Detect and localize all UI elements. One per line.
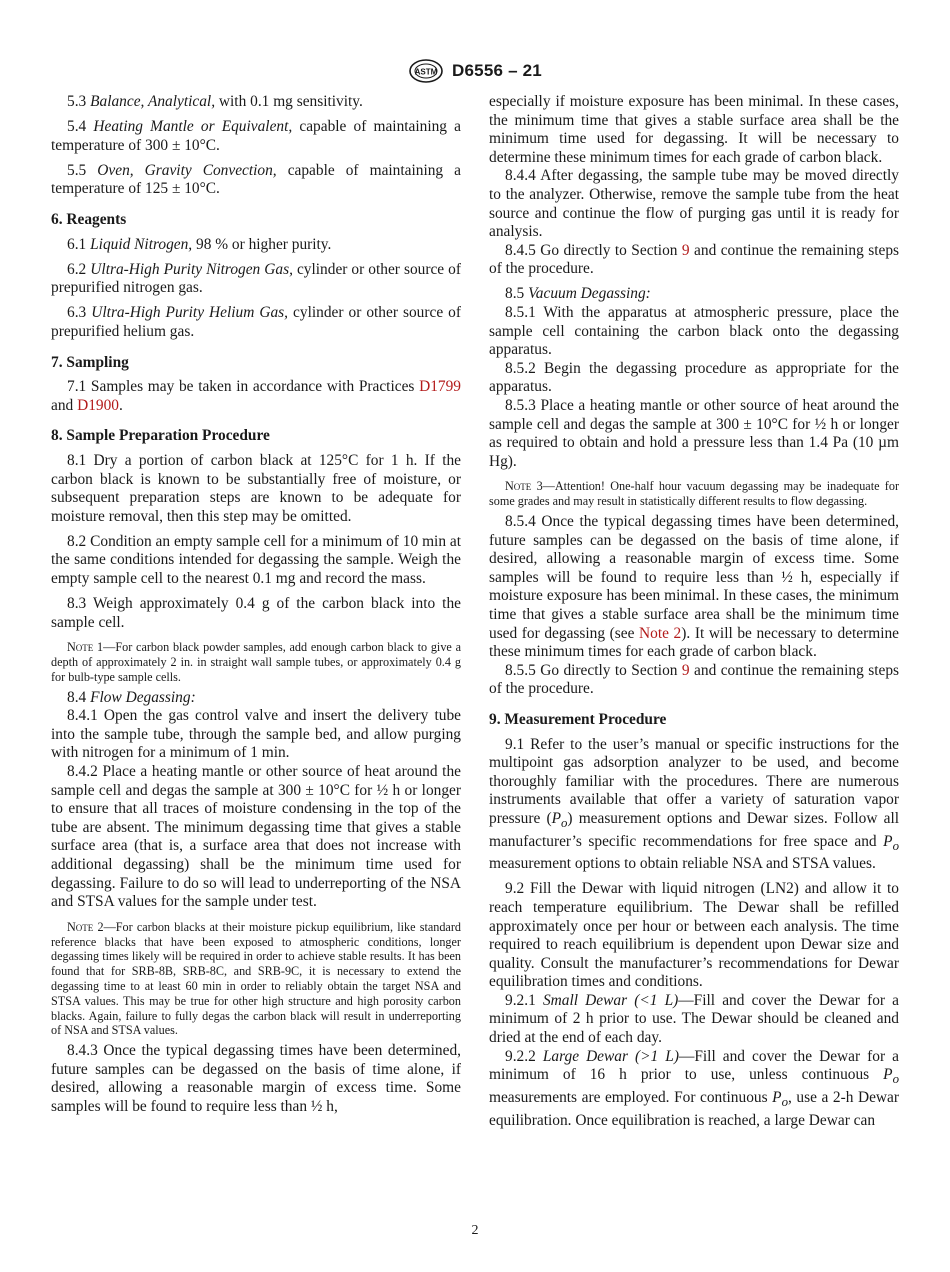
- link-section-9[interactable]: 9: [681, 241, 690, 259]
- link-d1900[interactable]: D1900: [77, 396, 119, 414]
- right-column: [489, 93, 899, 1130]
- section-8-5-2: 8.5.2 Begin the degassing procedure as appropriate for the apparatus.: [489, 359, 899, 396]
- left-column: [51, 93, 461, 1117]
- page-header: [0, 56, 950, 86]
- link-section-9[interactable]: 9: [681, 661, 690, 679]
- section-8-5-4: 8.5.4 Once the typical degassing times have been determined, future samples can be degassed on the basis of time alone, if desired, allowing a reasonable margin of excess time. Some samples will be found to require less than ½ h, especially if moisture exposure has been minimal. In these cases, the minimum time that gives a stable surface area shall be the minimum time used for degassing (see Note 2). It will be necessary to determine these minimum times for each grade of carbon black.: [489, 512, 899, 661]
- section-6-3: 6.3 Ultra-High Purity Helium Gas, cylinder or other source of prepurified helium gas.: [51, 304, 461, 340]
- section-8-5: 8.5 Vacuum Degassing:: [505, 285, 651, 303]
- section-8-3: 8.3 Weigh approximately 0.4 g of the carbon black into the sample cell.: [51, 595, 461, 631]
- link-d1799[interactable]: D1799: [419, 378, 461, 396]
- section-6-2: 6.2 Ultra-High Purity Nitrogen Gas, cylinder or other source of prepurified nitrogen gas.: [51, 260, 461, 297]
- heading-reagents: 6. Reagents: [51, 210, 127, 228]
- section-5-4: 5.4 Heating Mantle or Equivalent, capable of maintaining a temperature of 300 ± 10°C.: [51, 118, 461, 154]
- section-8-4-2: 8.4.2 Place a heating mantle or other source of heat around the sample cell and degas the sample at 300 ± 10°C for ½ h or longer to ensure that all traces of moisture condensing in the top of the tube are absent. The minimum degassing time that gives a stable surface area (that is, a surface area that does not increase with additional degassing) shall be the minimum time used for degassing. Failure to do so will lead to underreporting of the NSA and STSA values for the sample under test.: [51, 763, 461, 911]
- section-8-5-1: 8.5.1 With the apparatus at atmospheric pressure, place the sample cell containing the carbon black onto the degassing apparatus.: [489, 304, 899, 359]
- section-9-2-2: 9.2.2 Large Dewar (>1 L)—Fill and cover the Dewar for a minimum of 16 h prior to use, unless continuous $P_o$ measurements are employed. For continuous $P_o$, use a 2-h Dewar equilibration. Once equilibration is reached, a large Dewar can: [489, 1047, 899, 1129]
- note-2: Note 2—For carbon blacks at their moisture pickup equilibrium, like standard reference blacks that have been exposed to atmospheric conditions, longer degassing times likely will be required in order to achieve stable results. It has been found that for SRB-8B, SRB-8C, and SRB-9C, it is necessary to extend the degassing time to at least 60 min in order to reliably obtain the target NSA and STSA values. This may be true for other high structure and high porosity carbon blacks. Again, failure to fully degas the carbon black will result in underreporting of NSA and STSA values.: [51, 919, 461, 1038]
- heading-sample-preparation: 8. Sample Preparation Procedure: [51, 427, 270, 445]
- section-8-2: 8.2 Condition an empty sample cell for a minimum of 10 min at the same conditions intended for degassing the sample. Weigh the empty sample cell to the nearest 0.1 mg and record the mass.: [51, 532, 461, 587]
- document-designation: D6556 – 21: [452, 61, 542, 80]
- section-5-3: 5.3 Balance, Analytical, with 0.1 mg sensitivity.: [67, 93, 363, 110]
- section-9-2: 9.2 Fill the Dewar with liquid nitrogen (LN2) and allow it to reach temperature equilibrium. The Dewar shall be refilled approximately once per hour or between each analysis. The time required to reach equilibrium is dependent upon Dewar size and quality. Consult the manufacturer’s recommendations for Dewar equilibration times and conditions.: [489, 880, 899, 991]
- section-8-4-1: 8.4.1 Open the gas control valve and insert the delivery tube into the sample tube, through the sample bed, and allow purging with nitrogen for a minimum of 1 min.: [51, 707, 461, 762]
- link-note-2[interactable]: Note 2: [639, 624, 682, 642]
- section-8-4-5: 8.4.5 Go directly to Section 9 and continue the remaining steps of the procedure.: [489, 241, 899, 278]
- section-8-4-3-continued: especially if moisture exposure has been minimal. In these cases, the minimum time that gives a stable surface area shall be the minimum time used for degassing. It will be necessary to determine these minimum times for each grade of carbon black.: [489, 93, 899, 166]
- section-5-5: 5.5 Oven, Gravity Convection, capable of maintaining a temperature of 125 ± 10°C.: [51, 161, 461, 198]
- svg-text:ASTM: ASTM: [414, 67, 438, 77]
- section-8-5-3: 8.5.3 Place a heating mantle or other source of heat around the sample cell and degas the sample at 300 ± 10°C for ½ h or longer as required to obtain and hold a pressure less than 1.4 Pa (10 µm Hg).: [489, 397, 899, 470]
- section-7-1: 7.1 Samples may be taken in accordance with Practices D1799 and D1900.: [51, 378, 461, 414]
- heading-measurement-procedure: 9. Measurement Procedure: [489, 710, 667, 728]
- section-8-5-5: 8.5.5 Go directly to Section 9 and continue the remaining steps of the procedure.: [489, 661, 899, 698]
- section-8-4: 8.4 Flow Degassing:: [67, 688, 196, 706]
- note-1: Note 1—For carbon black powder samples, add enough carbon black to give a depth of approximately 2 in. in straight wall sample tubes, or approximately 0.4 g for bulb-type sample cells.: [51, 640, 461, 684]
- section-6-1: 6.1 Liquid Nitrogen, 98 % or higher purity.: [67, 235, 332, 253]
- page-number: 2: [471, 1223, 479, 1238]
- section-8-1: 8.1 Dry a portion of carbon black at 125°C for 1 h. If the carbon black is known to be substantially free of moisture, or subsequent preparation steps are known to be adequate for moisture removal, then this step may be omitted.: [51, 451, 461, 525]
- heading-sampling: 7. Sampling: [51, 353, 129, 371]
- section-8-4-4: 8.4.4 After degassing, the sample tube may be moved directly to the analyzer. Otherwise, remove the sample tube from the heat source and continue the flow of purging gas until it is ready for analysis.: [489, 167, 899, 241]
- note-3: Note 3—Attention! One-half hour vacuum degassing may be inadequate for some grades and may result in statistically different results to flow degassing.: [489, 479, 899, 509]
- astm-logo-icon: [408, 58, 444, 84]
- section-9-1: 9.1 Refer to the user’s manual or specific instructions for the multipoint gas adsorption analyzer to be used, and become thoroughly familiar with the procedures. There are numerous instruments available that offer a variety of saturation vapor pressure $(P_o)$ measurement options and Dewar sizes. Follow all manufacturer’s specific recommendations for free space and $P_o$ measurement options to obtain reliable NSA and STSA values.: [489, 735, 899, 873]
- section-9-2-1: 9.2.1 Small Dewar (<1 L)—Fill and cover the Dewar for a minimum of 2 h prior to use. The Dewar should be cleaned and dried at the end of each day.: [489, 991, 899, 1047]
- section-8-4-3: 8.4.3 Once the typical degassing times have been determined, future samples can be degassed on the basis of time alone, if desired, allowing a reasonable margin of excess time. Some samples will be found to require less than ½ h,: [51, 1042, 461, 1115]
